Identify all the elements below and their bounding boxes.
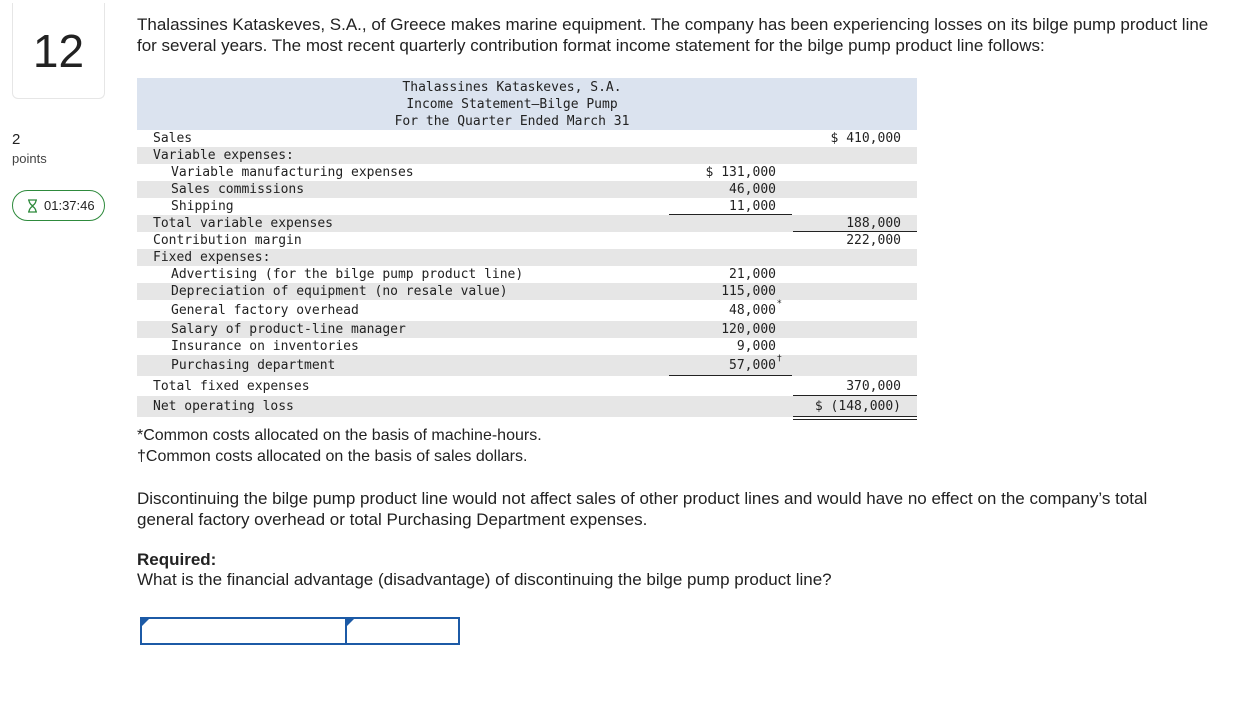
row-advertising: Advertising (for the bilge pump product line) 21,000 (171, 267, 776, 282)
corner-marker-icon (142, 619, 149, 626)
footnote-asterisk: *Common costs allocated on the basis of machine-hours. (137, 427, 542, 444)
row-insurance: Insurance on inventories 9,000 (171, 339, 776, 354)
answer-row (140, 617, 460, 645)
points-value: 2 (12, 131, 21, 148)
row-variable-manufacturing: Variable manufacturing expenses $ 131,000 (171, 165, 776, 180)
asterisk-mark: * (776, 299, 782, 309)
row-shipping: Shipping 11,000 (137, 198, 917, 215)
row-total-fixed: Total fixed expenses 370,000 (137, 376, 917, 396)
required-question: What is the financial advantage (disadvantage) of discontinuing the bilge pump product line? (137, 570, 832, 589)
row-general-factory-overhead: General factory overhead 48,000 * (137, 300, 917, 321)
statement-header (137, 78, 917, 130)
row-variable-header: Variable expenses: (137, 147, 917, 164)
answer-amount-cell[interactable] (347, 617, 460, 645)
assumption-paragraph: Discontinuing the bilge pump product line would not affect sales of other product lines and would have no effect on the company’s total general factory overhead or total Purchasing Department expenses. (137, 489, 1148, 529)
points-label: points (12, 151, 47, 166)
income-statement (137, 78, 917, 417)
answer-amount-input[interactable] (347, 619, 458, 643)
row-depreciation: Depreciation of equipment (no resale value) 115,000 (137, 283, 917, 300)
required-label: Required: (137, 550, 217, 569)
row-net-operating-loss: Net operating loss $ (148,000) (137, 396, 917, 417)
answer-label-cell[interactable] (140, 617, 347, 645)
statement-company: Thalassines Kataskeves, S.A. (402, 80, 622, 95)
answer-label-input[interactable] (142, 619, 345, 643)
intro-text: Thalassines Kataskeves, S.A., of Greece makes marine equipment. The company has been experiencing losses on its bilge pump product line for several years. The most recent quarterly contribution format income statement for the bilge pump product line follows: (137, 15, 1209, 55)
statement-title: Income Statement—Bilge Pump (406, 97, 618, 112)
row-fixed-header: Fixed expenses: (137, 249, 917, 266)
corner-marker-icon (347, 619, 354, 626)
row-sales-commissions: Sales commissions 46,000 (137, 181, 917, 198)
statement-period: For the Quarter Ended March 31 (394, 114, 630, 129)
timer (12, 190, 105, 221)
timer-text: 01:37:46 (44, 198, 95, 213)
row-purchasing: Purchasing department 57,000 † (137, 355, 917, 376)
row-salary-manager: Salary of product-line manager 120,000 (137, 321, 917, 338)
row-contribution-margin: Contribution margin 222,000 (153, 233, 901, 248)
hourglass-icon (27, 199, 38, 213)
row-total-variable: Total variable expenses 188,000 (137, 215, 917, 232)
footnote-dagger: †Common costs allocated on the basis of sales dollars. (137, 448, 528, 465)
row-sales: Sales $ 410,000 (153, 131, 901, 146)
question-number: 12 (12, 3, 105, 99)
dagger-mark: † (776, 354, 782, 364)
double-underline (793, 416, 917, 420)
